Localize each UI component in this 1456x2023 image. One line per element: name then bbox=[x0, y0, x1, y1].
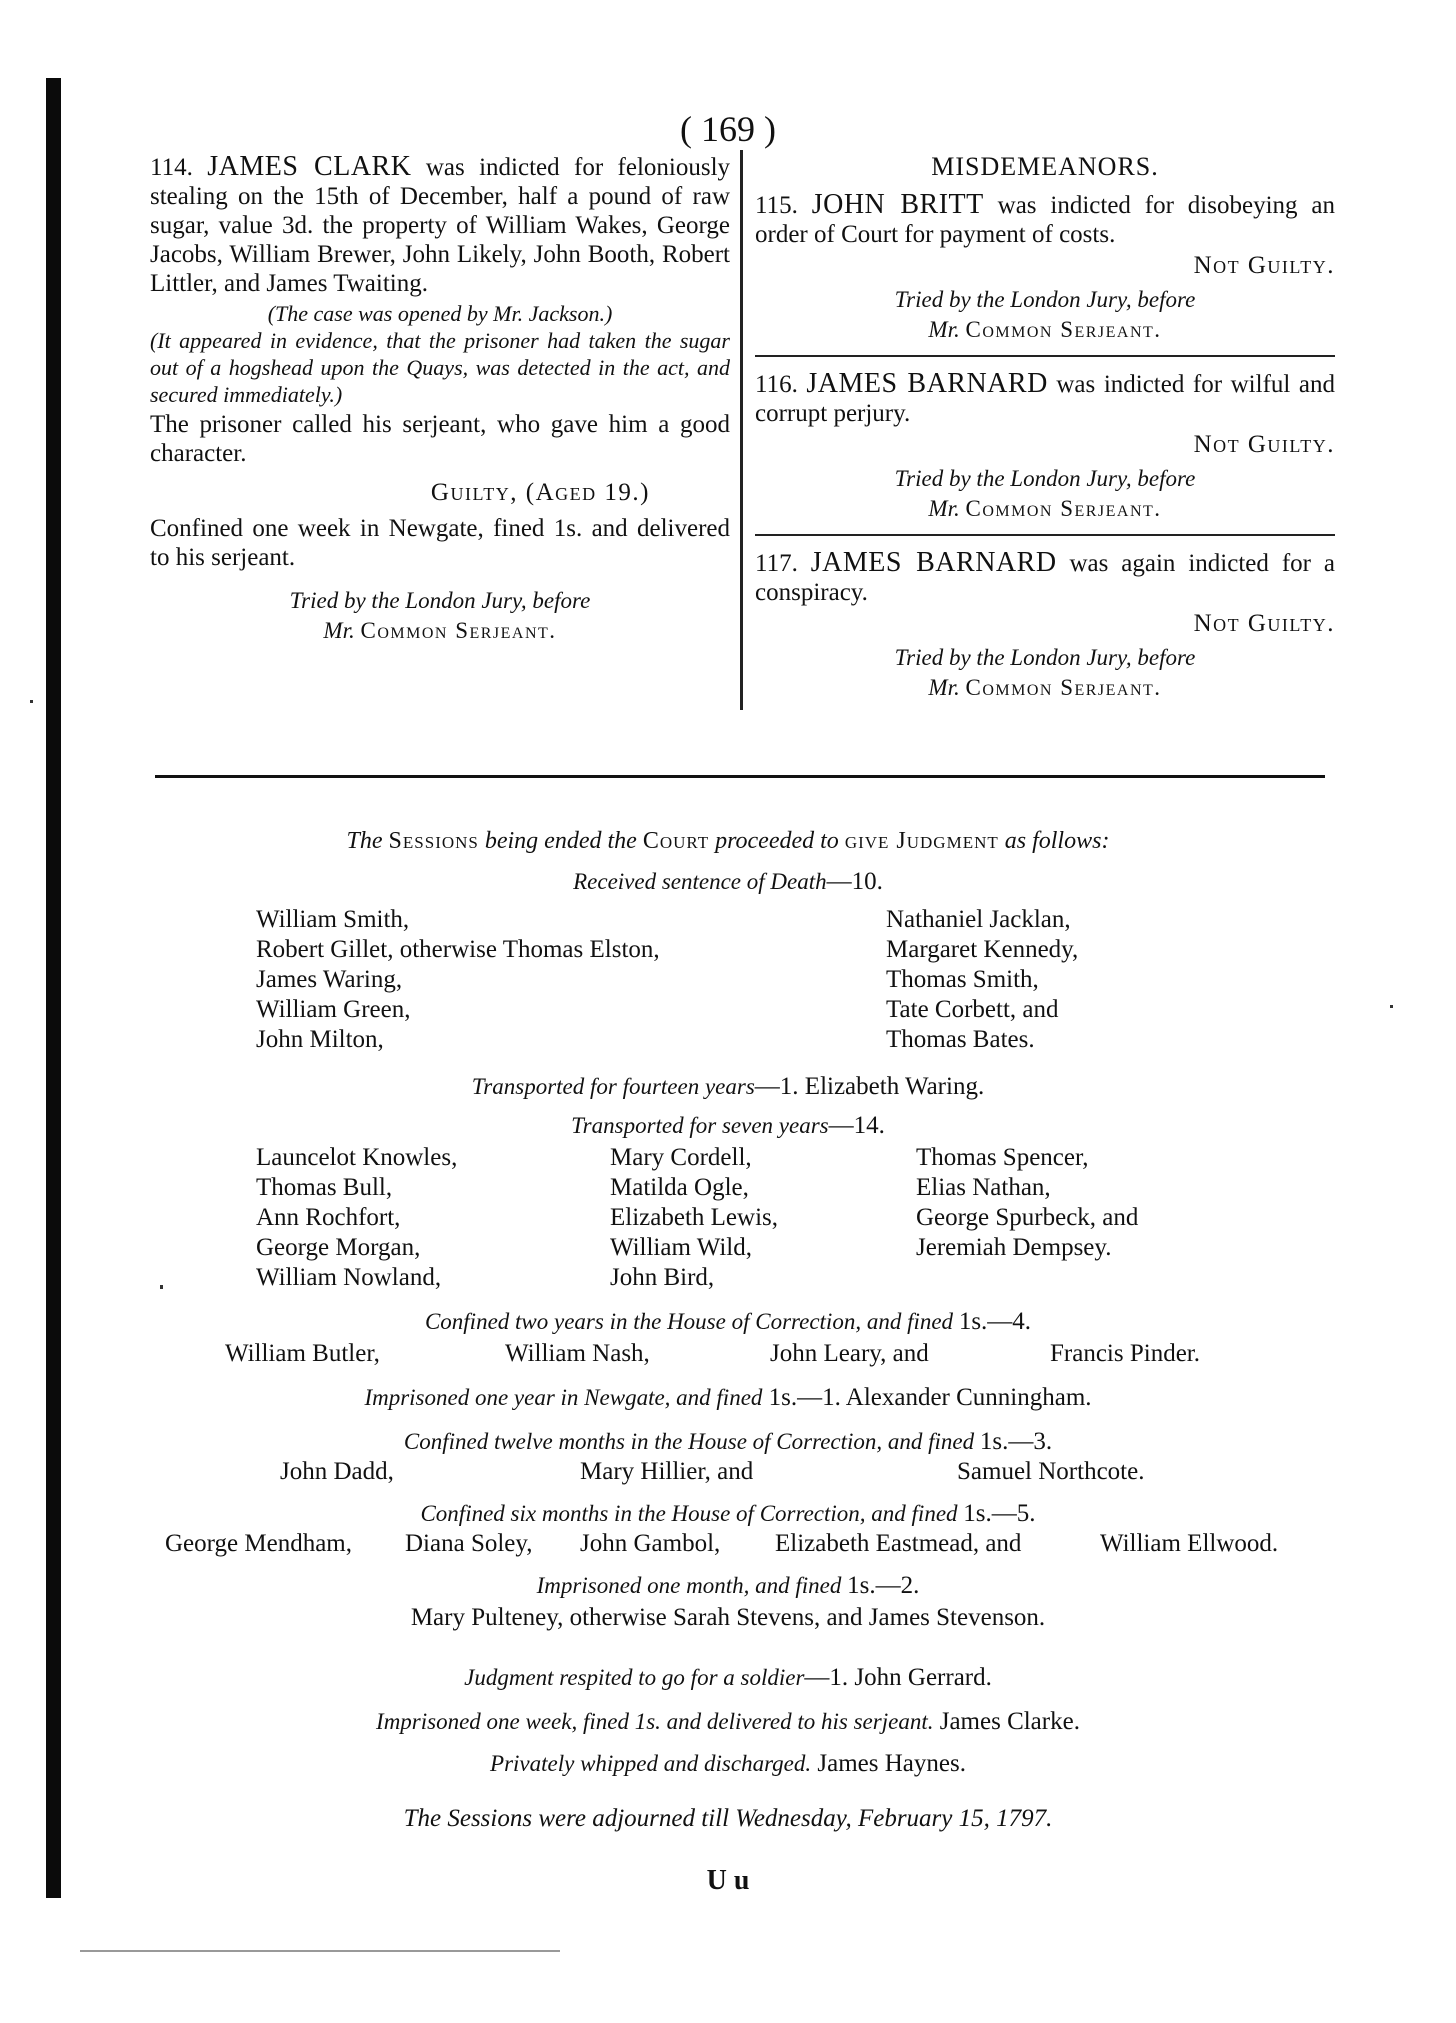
case-text bbox=[755, 548, 1335, 607]
one-week-sentence bbox=[0, 1708, 1456, 1736]
death-heading bbox=[0, 868, 1456, 896]
heading-part: Sessions bbox=[388, 828, 479, 854]
list-item: Thomas Spencer, bbox=[916, 1144, 1089, 1171]
list-item: Francis Pinder. bbox=[1050, 1340, 1200, 1367]
heading-part: as follows: bbox=[1004, 828, 1110, 854]
one-month-heading bbox=[0, 1572, 1456, 1600]
scan-speck bbox=[1390, 1005, 1393, 1008]
list-item: Robert Gillet, otherwise Thomas Elston, bbox=[256, 936, 660, 963]
evidence-note: (It appeared in evidence, that the prisoner had taken the sugar out of a hogshead upon the Quays, was detected in the act, and secured immediately.) bbox=[150, 328, 730, 407]
sentence-count: 1s.—5. bbox=[963, 1500, 1036, 1527]
tried-before-judge bbox=[755, 673, 1335, 703]
case-117 bbox=[755, 548, 1335, 703]
death-names-left bbox=[256, 905, 660, 1055]
defence-text: The prisoner called his serjeant, who gave him a good character. bbox=[150, 411, 730, 467]
list-item: Elizabeth Lewis, bbox=[610, 1204, 778, 1231]
sentence-count: 1s.—1. bbox=[768, 1384, 841, 1411]
scan-speck bbox=[160, 1285, 163, 1289]
list-item: Elizabeth Eastmead, and bbox=[775, 1530, 1022, 1557]
seven-names-col1 bbox=[256, 1143, 457, 1293]
list-item: Nathaniel Jacklan, bbox=[886, 906, 1071, 933]
list-item: William Butler, bbox=[225, 1340, 380, 1367]
verdict: Not Guilty. bbox=[1193, 431, 1335, 458]
six-months-heading bbox=[0, 1500, 1456, 1528]
sentence-heading: Confined two years in the House of Correction, and fined bbox=[424, 1309, 954, 1334]
case-text bbox=[755, 369, 1335, 428]
transported-fourteen bbox=[0, 1073, 1456, 1101]
sentence-heading: Transported for seven years bbox=[571, 1113, 829, 1138]
left-column bbox=[150, 152, 730, 646]
verdict: Guilty, (Aged 19.) bbox=[430, 479, 650, 506]
sentence-count: —1. bbox=[754, 1073, 799, 1100]
list-item: Tate Corbett, and bbox=[886, 996, 1059, 1023]
case-114-text bbox=[150, 152, 730, 298]
case-text bbox=[755, 190, 1335, 249]
list-item: William Nowland, bbox=[256, 1264, 442, 1291]
list-item: Mary Hillier, and bbox=[580, 1458, 754, 1485]
list-item: James Waring, bbox=[256, 966, 403, 993]
heading-part: give Judgment bbox=[844, 828, 999, 854]
tried-mr: Mr. bbox=[928, 496, 960, 521]
tried-by bbox=[755, 285, 1335, 345]
list-item: George Spurbeck, and bbox=[916, 1204, 1139, 1231]
sentence-count: —1. bbox=[804, 1664, 849, 1691]
sentence-heading: Confined twelve months in the House of Correction, and fined bbox=[403, 1429, 975, 1454]
list-item: Matilda Ogle, bbox=[610, 1174, 749, 1201]
case-number: 114. bbox=[150, 154, 193, 181]
heading-part: being ended the bbox=[484, 828, 637, 854]
list-item: Margaret Kennedy, bbox=[886, 936, 1079, 963]
section-rule bbox=[155, 775, 1325, 778]
tried-by-jury: Tried by the London Jury, before bbox=[894, 287, 1196, 312]
sentence-text: Confined one week in Newgate, fined 1s. and delivered to his serjeant. bbox=[150, 515, 730, 571]
sentence-heading: Confined six months in the House of Correction, and fined bbox=[420, 1501, 958, 1526]
sentence-heading: Judgment respited to go for a soldier bbox=[464, 1665, 805, 1690]
sentence-heading: Privately whipped and discharged. bbox=[490, 1751, 812, 1776]
sentence-heading: Imprisoned one week, fined 1s. and delivered to his serjeant. bbox=[376, 1709, 934, 1734]
list-item: Thomas Smith, bbox=[886, 966, 1039, 993]
seven-names-col2 bbox=[610, 1143, 778, 1293]
twelve-months-heading bbox=[0, 1428, 1456, 1456]
tried-before-judge bbox=[150, 616, 730, 646]
one-year-sentence bbox=[0, 1384, 1456, 1412]
sentence-heading: Imprisoned one year in Newgate, and fined bbox=[364, 1385, 763, 1410]
case-116 bbox=[755, 369, 1335, 524]
sentence-count: —10. bbox=[826, 868, 883, 895]
list-item: John Bird, bbox=[610, 1264, 715, 1291]
convict-name: Elizabeth Waring. bbox=[804, 1073, 985, 1100]
page-number: ( 169 ) bbox=[680, 109, 776, 149]
defendant-name: JAMES CLARK bbox=[207, 151, 412, 182]
list-item: Jeremiah Dempsey. bbox=[916, 1234, 1112, 1261]
transported-seven-heading bbox=[0, 1112, 1456, 1140]
defendant-name: JAMES BARNARD bbox=[806, 368, 1048, 399]
sentence-count: 1s.—2. bbox=[847, 1572, 920, 1599]
list-item: Thomas Bull, bbox=[256, 1174, 393, 1201]
convict-name: James Clarke. bbox=[939, 1708, 1080, 1735]
sentence-count: 1s.—3. bbox=[979, 1428, 1053, 1455]
section-title: MISDEMEANORS. bbox=[931, 152, 1159, 181]
judge-title: Common Serjeant. bbox=[965, 496, 1162, 521]
list-item: Ann Rochfort, bbox=[256, 1204, 401, 1231]
heading-part: proceeded to bbox=[715, 828, 839, 854]
list-item: John Gambol, bbox=[580, 1530, 721, 1557]
catchword-signature: U u bbox=[706, 1865, 750, 1896]
case-number: 115. bbox=[755, 192, 798, 219]
sentence-count: 1s.—4. bbox=[958, 1308, 1032, 1335]
list-item: Diana Soley, bbox=[405, 1530, 533, 1557]
judge-title: Common Serjeant. bbox=[360, 618, 557, 643]
sentence-heading: Imprisoned one month, and fined bbox=[536, 1573, 842, 1598]
judgment-heading bbox=[0, 828, 1456, 855]
heading-part: The bbox=[346, 828, 383, 854]
list-item: Launcelot Knowles, bbox=[256, 1144, 458, 1171]
tried-by bbox=[755, 464, 1335, 524]
case-number: 117. bbox=[755, 550, 798, 577]
list-item: Elias Nathan, bbox=[916, 1174, 1051, 1201]
convict-name: John Gerrard. bbox=[854, 1664, 992, 1691]
right-column bbox=[755, 152, 1335, 711]
list-item: John Leary, and bbox=[770, 1340, 929, 1367]
list-item: Mary Cordell, bbox=[610, 1144, 752, 1171]
tried-before-judge bbox=[755, 494, 1335, 524]
one-month-names: Mary Pulteney, otherwise Sarah Stevens, and James Stevenson. bbox=[410, 1604, 1046, 1631]
judge-title: Common Serjeant. bbox=[965, 675, 1162, 700]
tried-by bbox=[755, 643, 1335, 703]
case-separator bbox=[755, 355, 1335, 357]
tried-by bbox=[150, 586, 730, 646]
seven-names-col3 bbox=[916, 1143, 1138, 1263]
charge-text: was indicted for wilful and corrupt perjury. bbox=[755, 371, 1335, 427]
charge-text: was again indicted for a conspiracy. bbox=[755, 550, 1336, 606]
scan-speck bbox=[30, 700, 33, 703]
sentence-heading: Transported for fourteen years bbox=[471, 1074, 755, 1099]
tried-by-jury: Tried by the London Jury, before bbox=[894, 466, 1196, 491]
verdict: Not Guilty. bbox=[1193, 252, 1335, 279]
list-item: William Nash, bbox=[505, 1340, 650, 1367]
list-item: William Wild, bbox=[610, 1234, 752, 1261]
list-item: William Smith, bbox=[256, 906, 410, 933]
convict-name: James Haynes. bbox=[817, 1750, 966, 1777]
scan-edge-line bbox=[80, 1950, 560, 1952]
case-separator bbox=[755, 534, 1335, 536]
tried-mr: Mr. bbox=[323, 618, 355, 643]
two-years-heading bbox=[0, 1308, 1456, 1336]
list-item: John Dadd, bbox=[280, 1458, 394, 1485]
sentence-count: —14. bbox=[828, 1112, 885, 1139]
charge-text: was indicted for disobeying an order of Court for payment of costs. bbox=[755, 192, 1335, 248]
soldier-sentence bbox=[0, 1664, 1456, 1692]
list-item: Thomas Bates. bbox=[886, 1026, 1035, 1053]
convict-name: Alexander Cunningham. bbox=[845, 1384, 1092, 1411]
case-115 bbox=[755, 190, 1335, 345]
sentence-heading: Received sentence of Death bbox=[573, 869, 827, 894]
defendant-name: JAMES BARNARD bbox=[810, 547, 1057, 578]
list-item: William Green, bbox=[256, 996, 411, 1023]
defendant-name: JOHN BRITT bbox=[811, 189, 984, 220]
tried-by-jury: Tried by the London Jury, before bbox=[894, 645, 1196, 670]
list-item: George Mendham, bbox=[165, 1530, 352, 1557]
judge-title: Common Serjeant. bbox=[965, 317, 1162, 342]
case-number: 116. bbox=[755, 371, 798, 398]
adjournment-note: The Sessions were adjourned till Wednesday, February 15, 1797. bbox=[403, 1805, 1053, 1832]
verdict: Not Guilty. bbox=[1193, 610, 1335, 637]
list-item: Samuel Northcote. bbox=[957, 1458, 1145, 1485]
tried-mr: Mr. bbox=[928, 317, 960, 342]
charge-text: was indicted for feloniously stealing on the 15th of December, half a pound of raw sugar, value 3d. the property of William Wakes, George Jacobs, William Brewer, John Likely, John Booth, Robert Littler, and James Twaiting. bbox=[150, 154, 731, 297]
list-item: John Milton, bbox=[256, 1026, 384, 1053]
heading-part: Court bbox=[642, 828, 710, 854]
death-names-right bbox=[886, 905, 1078, 1055]
list-item: George Morgan, bbox=[256, 1234, 421, 1261]
column-divider bbox=[740, 150, 743, 710]
whipped-sentence bbox=[0, 1750, 1456, 1778]
list-item: William Ellwood. bbox=[1100, 1530, 1279, 1557]
tried-before-judge bbox=[755, 315, 1335, 345]
case-opened-note: (The case was opened by Mr. Jackson.) bbox=[267, 301, 613, 326]
tried-by-jury: Tried by the London Jury, before bbox=[289, 588, 591, 613]
tried-mr: Mr. bbox=[928, 675, 960, 700]
